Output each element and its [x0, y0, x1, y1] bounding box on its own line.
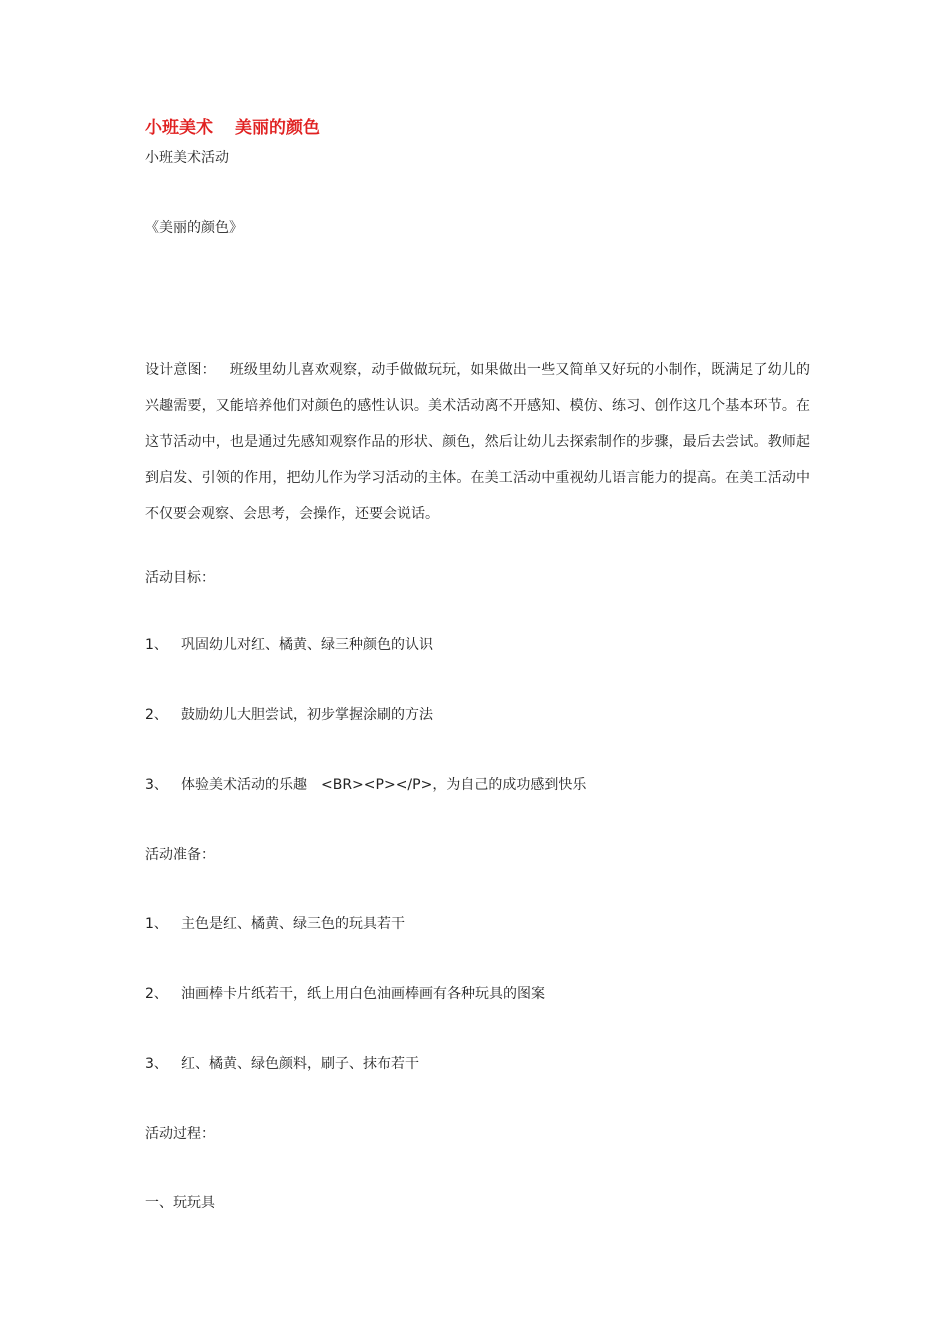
title-part-1: 小班美术	[145, 118, 213, 138]
process-step-1: 一、玩玩具	[145, 1195, 215, 1211]
goal-item-3	[145, 775, 586, 795]
goal-item-2	[145, 705, 433, 725]
prep-item-1	[145, 914, 405, 934]
goal-number: 3、	[145, 777, 168, 793]
goal-text: 体验美术活动的乐趣 <BR><P></P>，为自己的成功感到快乐	[181, 777, 587, 793]
goal-item-1	[145, 635, 433, 655]
goal-number: 2、	[145, 707, 168, 723]
title-part-2: 美丽的颜色	[235, 118, 320, 138]
prep-text: 主色是红、橘黄、绿三色的玩具若干	[181, 916, 405, 932]
goals-heading: 活动目标：	[145, 570, 215, 586]
subtitle: 小班美术活动	[145, 150, 229, 166]
design-intent-label: 设计意图：	[145, 362, 216, 378]
prep-text: 油画棒卡片纸若干，纸上用白色油画棒画有各种玩具的图案	[181, 986, 545, 1002]
prep-item-2	[145, 984, 545, 1004]
goal-text: 巩固幼儿对红、橘黄、绿三种颜色的认识	[181, 637, 433, 653]
prep-number: 3、	[145, 1056, 168, 1072]
book-title: 《美丽的颜色》	[145, 220, 243, 236]
process-heading: 活动过程：	[145, 1126, 215, 1142]
goal-number: 1、	[145, 637, 168, 653]
document-title	[145, 116, 320, 140]
goal-text: 鼓励幼儿大胆尝试，初步掌握涂刷的方法	[181, 707, 433, 723]
prep-number: 2、	[145, 986, 168, 1002]
design-intent-text: 班级里幼儿喜欢观察，动手做做玩玩，如果做出一些又简单又好玩的小制作，既满足了幼儿的兴趣需要，又能培养他们对颜色的感性认识。美术活动离不开感知、模仿、练习、创作这几个基本环节。在这节活动中，也是通过先感知观察作品的形状、颜色，然后让幼儿去探索制作的步骤，最后去尝试。教师起到启发、引领的作用，把幼儿作为学习活动的主体。在美工活动中重视幼儿语言能力的提高。在美工活动中不仅要会观察、会思考，会操作，还要会说话。	[145, 362, 811, 522]
prep-heading: 活动准备：	[145, 847, 215, 863]
design-intent-paragraph	[145, 352, 810, 532]
prep-item-3	[145, 1054, 419, 1074]
prep-text: 红、橘黄、绿色颜料，刷子、抹布若干	[181, 1056, 419, 1072]
prep-number: 1、	[145, 916, 168, 932]
